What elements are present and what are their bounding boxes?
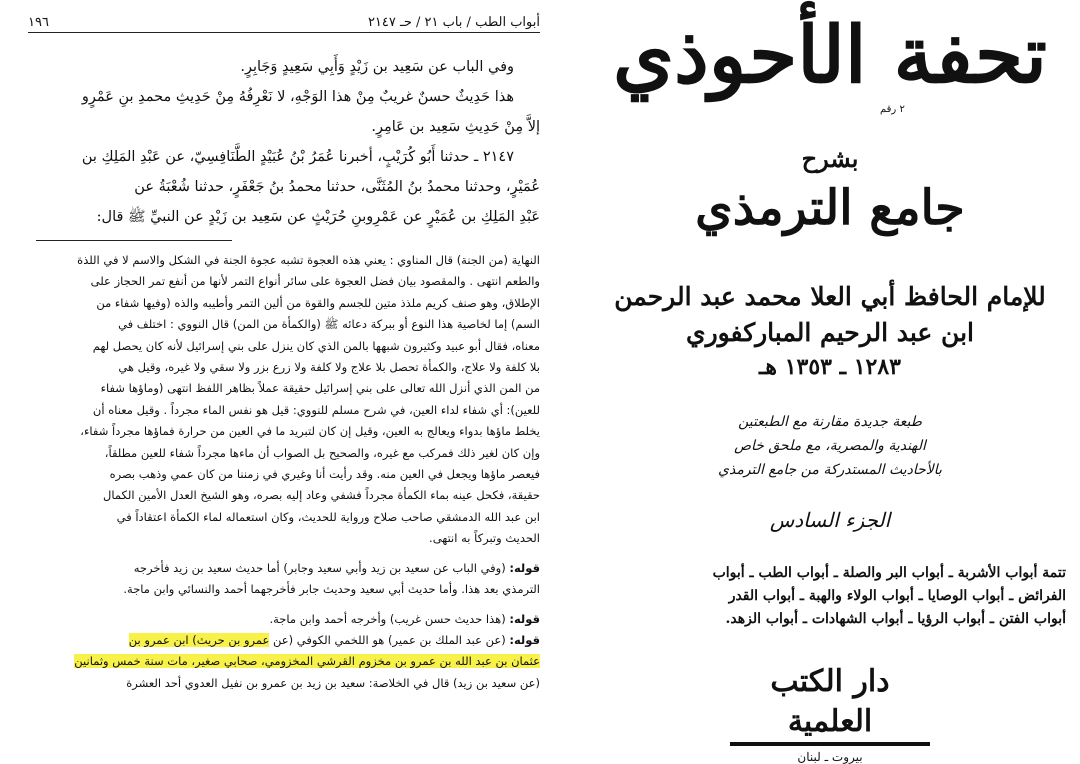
commentary-line: بلا كلفة ولا علاج، والكمأة تحصل بلا علاج ولا كلفة ولا زرع بزر ولا سقي ولا غيره، وقيل هي bbox=[118, 360, 540, 375]
commentary-line: الحديث وتبركاً به انتهى. bbox=[429, 531, 540, 546]
commentary-line: والطعم انتهى . والمقصود بيان فضل العجوة على سائر أنواع التمر لأنها من أنفع تمر الحجاز على bbox=[90, 274, 540, 289]
note-label: قوله: bbox=[509, 611, 540, 626]
contents-line: أبواب الفتن ـ أبواب الرؤيا ـ أبواب الشهادات ـ أبواب الزهد. bbox=[725, 611, 1066, 627]
subtitle-bisharh: بشرح bbox=[801, 144, 859, 173]
chapter-reference: أبواب الطب / باب ٢١ / حـ ٢١٤٧ bbox=[367, 15, 540, 30]
hadith-line: هذا حَدِيثٌ حسنٌ غريبٌ مِنْ هذا الوَجْهِ، لا نَعْرِفُهُ مِنْ حَدِيثِ محمدِ بنِ عَمْرٍو bbox=[81, 89, 514, 105]
edition-line: الهندية والمصرية، مع ملحق خاص bbox=[734, 438, 926, 454]
note-line bbox=[30, 558, 540, 579]
volume-contents bbox=[592, 562, 1066, 631]
hadith-text bbox=[30, 52, 540, 232]
subtitle-jami: جامع الترمذي bbox=[695, 180, 965, 236]
hadith-line: إلاَّ مِنْ حَدِيثِ سَعِيد بن عَامِرٍ. bbox=[371, 119, 540, 135]
running-header bbox=[28, 12, 540, 33]
publisher-name: دار الكتب العلمية bbox=[730, 662, 930, 746]
hadith-line: عَبْدِ المَلِكِ بن عُمَيْرٍ عن عَمْرِوبنِ حُرَيْثٍ عن سَعِيد بن زَيْدٍ عن النبيِّ ﷺ قال: bbox=[96, 209, 540, 225]
author-line: للإمام الحافظ أبي العلا محمد عبد الرحمن bbox=[614, 282, 1046, 311]
title-page bbox=[580, 0, 1080, 764]
note-text: (وفي الباب عن سعيد بن زيد وأبي سعيد وجابر) أما حديث سعيد بن زيد فأخرجه bbox=[133, 560, 510, 575]
note-label: قوله: bbox=[509, 560, 540, 575]
commentary-line: فيعصر ماؤها ويجعل في العين منه. وقد رأيت أنا وغيري في زمننا من كان عمي وذهب بصره bbox=[109, 467, 540, 482]
book-title: تحفة الأحوذي bbox=[613, 10, 1047, 101]
note-line bbox=[30, 630, 540, 651]
volume-label: الجزء السادس bbox=[769, 508, 891, 532]
publisher-logo bbox=[730, 662, 930, 764]
edition-note bbox=[580, 410, 1080, 482]
commentary-line: النهاية (من الجنة) قال المناوي : يعني هذه العجوة تشبه عجوة الجنة في الشكل والاسم لا في اللذة bbox=[77, 253, 540, 267]
page-number: ١٩٦ bbox=[28, 15, 49, 30]
author-dates: ١٢٨٣ ـ ١٣٥٣ هـ bbox=[758, 354, 901, 380]
commentary-line: معناه، فقال أبو عبيد وكثيرون شبهها بالمن الذي كان ينزل على بني إسرائيل لأنه كان يحصل لهم bbox=[92, 338, 540, 353]
title-note: ٢ رقم bbox=[880, 104, 905, 115]
commentary-line: ابن عبد الله الدمشقي صاحب صلاح ورواية للحديث، وكان استعماله لماء الكمأة اعتقاداً في bbox=[116, 509, 540, 524]
hadith-line: ٢١٤٧ ـ حدثنا أَبُو كُرَيْبٍ، أخبرنا عُمَرُ بْنُ عُبَيْدٍ الطَّنَافِسِيّ، عن عَبْدِ المَلِكِ بن bbox=[81, 149, 514, 165]
author-line: ابن عبد الرحيم المباركفوري bbox=[686, 318, 974, 347]
commentary-line: السم) إما لخاصية هذا النوع أو ببركة دعائه ﷺ (والكمأة من المن) قال النووي : اختلف في bbox=[118, 317, 540, 332]
note-text: (عن عبد الملك بن عمير) هو اللخمي الكوفي (عن bbox=[269, 632, 510, 647]
note-line: الترمذي بعد هذا. وأما حديث أبي سعيد وحديث جابر فأخرجهما أحمد والنسائي وابن ماجة. bbox=[123, 582, 540, 597]
note-line bbox=[30, 609, 540, 630]
note-text: (هذا حديث حسن غريب) وأخرجه أحمد وابن ماجة. bbox=[269, 611, 510, 626]
note-line: (عن سعيد بن زيد) قال في الخلاصة: سعيد بن زيد بن عمرو بن نفيل العدوي أحد العشرة bbox=[126, 675, 540, 690]
commentary-line: يخلط ماؤها بدواء ويعالج به العين، وقيل إن كان لتبريد ما في العين من حرارة فماؤها مجرداً شفاء، bbox=[80, 424, 540, 439]
commentary-line: للعين): أي شفاء لداء العين، في شرح مسلم للنووي: قيل هو نفس الماء مجرداً . وقيل معناه أن bbox=[92, 402, 540, 417]
note-label: قوله: bbox=[509, 632, 540, 647]
commentary-text bbox=[30, 250, 540, 694]
commentary-line: حقيقة، فكحل عينه بماء الكمأة مجرداً فشفي وعاد إليه بصره، وهو الشيخ العدل الأمين الكمال bbox=[103, 488, 540, 503]
commentary-line: وإن كان لغير ذلك فمركب مع غيره، والصحيح بل الصواب أن ماءها مجرداً شفاء للعين مطلقاً، bbox=[104, 445, 540, 460]
hadith-line: وفي الباب عن سَعِيد بن زَيْدٍ وَأَبِي سَعِيدٍ وَجَابِرٍ. bbox=[240, 59, 514, 75]
hadith-line: عُمَيْرٍ، وحدثنا محمدُ بنُ المُثَنَّى، حدثنا محمدُ بنُ جَعْفَرٍ، حدثنا شُعْبَةُ عن bbox=[134, 179, 540, 195]
highlighted-text: عثمان بن عبد الله بن عمرو بن مخزوم القرشي المخزومي، صحابي صغير، مات سنة خمس وثمانين bbox=[74, 654, 540, 669]
edition-line: بالأحاديث المستدركة من جامع الترمذي bbox=[718, 462, 942, 478]
highlighted-text: عمرو بن حريث) ابن عمرو بن bbox=[128, 632, 270, 647]
commentary-line: من المن الذي أنزل الله تعالى على بني إسرائيل حقيقة عملاً بظاهر اللفظ انتهى (وماؤها شفاء bbox=[100, 381, 540, 396]
publisher-city: بيروت ـ لبنان bbox=[797, 750, 863, 764]
commentary-line: الإطلاق، وهو صنف كريم ملذذ متين للجسم والقوة من ألين التمر وأطيبه والذه (وفيها شفاء من bbox=[96, 295, 540, 310]
footnote-divider bbox=[36, 240, 232, 241]
edition-line: طبعة جديدة مقارنة مع الطبعتين bbox=[738, 414, 922, 430]
contents-line: الفرائض ـ أبواب الوصايا ـ أبواب الولاء والهبة ـ أبواب القدر bbox=[728, 588, 1066, 604]
contents-line: تتمة أبواب الأشربة ـ أبواب البر والصلة ـ أبواب الطب ـ أبواب bbox=[712, 565, 1066, 581]
note-line bbox=[30, 651, 540, 672]
